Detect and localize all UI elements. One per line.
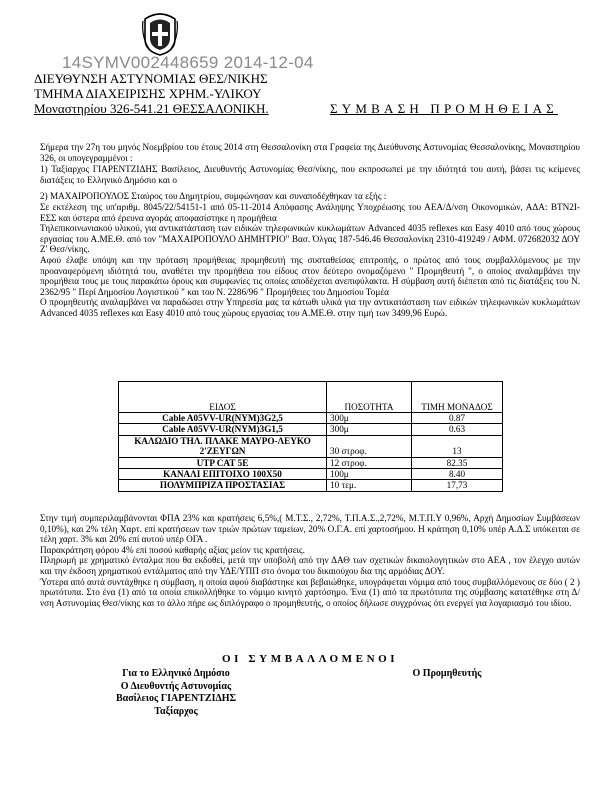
payment-paragraph: Πληρωμή με χρηματικό ένταλμα που θα εκδοθεί, μετά την υποβολή από την ΔΑΘ των σχετικών δικαιολογητικών στο ΑΕΑ , τον έλεγχο αυτών και την έκδοση χρηματικού εντάλματος από την ΥΔΕ/ΥΠΠ στο όνομα του δικαιούχου δια της αρμόδιας ΔΟΥ. [40, 555, 580, 576]
assignment-paragraph: Αφού έλαβε υπόψη και την πρόταση προμήθειας προμηθευτή της συσταθείσας επιτροπής, ο πρώτος από τους συμβαλλόμενους με την προαναφερόμενη ιδιότητά του, αναθέτει την προμήθεια του είδους στον δεύτερο ονομαζόμενο " Προμηθευτή ", ο οποίος αναλαμβάνει την προμήθεια τους με τους παρακάτω όρους και συμφωνίες τις οποίες αποδέχεται ανεπιφύλακτα. Η σύμβαση αυτή διέπεται από τις διατάξεις του Ν. 2362/95 " Περί Δημοσίου Λογιστικού " και του Ν. 2286/96 " Προμήθειες του Δημοσίου Τομέα [40, 254, 580, 297]
signatories-title: ΟΙ ΣΥΜΒΑΛΛΟΜΕΝΟΙ [222, 653, 399, 665]
intro-paragraph: Σήμερα την 27η του μηνός Νοεμβρίου του έτους 2014 στη Θεσσαλονίκη στα Γραφεία της Διεύθυνσης Αστυνομίας Θεσσαλονίκης, Μοναστηρίου 326, οι υπογεγραμμένοι : [40, 142, 580, 163]
item-price: 13 [412, 435, 503, 457]
party-two-paragraph: 2) ΜΑΧΑΙΡΟΠΟΥΛΟΣ Σταύρος του Δημητρίου, συμφώνησαν και συναποδέχθηκαν τα εξής : [40, 191, 387, 202]
header-address-text: Μοναστηρίου 326-541.21 ΘΕΣΣΑΛΟΝΙΚΗ. [34, 101, 269, 116]
withholding-paragraph: Παρακράτηση φόρου 4% επί ποσού καθαρής αξίας μείον τις κρατήσεις. [40, 544, 305, 555]
greek-emblem-icon [141, 11, 179, 56]
header-address [34, 101, 269, 116]
item-quantity: 300μ [327, 424, 412, 435]
header-quantity: ΠΟΣΟΤΗΤΑ [327, 382, 412, 413]
items-table [118, 381, 503, 492]
taxes-paragraph: Στην τιμή συμπεριλαμβάνονται ΦΠΑ 23% και κρατήσεις 6,5%,( Μ.Τ.Σ., 2,72%, Τ.Π.Α.Σ.,2,72%, Μ.Τ.Π.Υ 0,96%, Αρχή Δημοσίων Συμβάσεων 0,10%), και 2% τέλη Χαρτ. επί κρατήσεων των τριών πρώτων ταμείων, 20% Ο.Γ.Α. επί χαρτοσήμου. Η κράτηση 0,10% υπέρ Α.Δ.Σ υπόκειται σε τέλη χαρτ. 3% και 20% επί αυτού υπέρ ΟΓΑ . [40, 513, 580, 545]
header-item: ΕΙΔΟΣ [119, 382, 327, 413]
item-quantity: 100μ [327, 469, 412, 480]
table-row [119, 424, 503, 435]
table-header-row [119, 382, 503, 413]
signature-state-line2: Ο Διευθυντής Αστυνομίας [120, 680, 232, 692]
closing-paragraph: Ύστερα από αυτά συντάχθηκε η σύμβαση, η οποία αφού διαβάστηκε και βεβαιώθηκε, υπογράφεται νόμιμα από τους συμβαλλόμενους σε δύο ( 2 ) πρωτότυπα. Στο ένα (1) από τα οποία επικολλήθηκε το νόμιμο κινητό χαρτόσημο. Ένα (1) από τα πρωτότυπα της σύμβασης κατατέθηκε στη Δ/νση Αστυνομίας Θεσ/νίκης και το άλλο πήρε ως διπλόγραφο ο προμηθευτής, ο οποίος δήλωσε συγχρόνως ότι ενεργεί για λογαριασμό του ιδίου. [40, 576, 580, 608]
item-quantity: 10 τεμ. [327, 480, 412, 491]
signature-supplier-line1: Ο Προμηθευτής [412, 668, 482, 679]
delivery-paragraph: Ο προμηθευτής αναλαμβάνει να παραδώσει στην Υπηρεσία μας τα κάτωθι υλικά για την αντικατάσταση των ειδικών τηλεφωνικών κυκλωμάτων Advanced 4035 reflexes και Easy 4010 από τους χώρους εργασίας του Α.ΜΕ.Θ. στην τιμή των 3499,96 Ευρώ. [40, 297, 580, 318]
item-quantity: 12 στροφ. [327, 457, 412, 468]
item-quantity: 30 στροφ. [327, 435, 412, 457]
table-row [119, 469, 503, 480]
protocol-watermark: 14SYMV002448659 2014-12-04 [62, 53, 314, 72]
item-name: ΚΑΝΑΛΙ ΕΠΙΤΟΙΧΟ 100Χ50 [119, 469, 327, 480]
table-row [119, 457, 503, 468]
item-price: 8.40 [412, 469, 503, 480]
item-price: 82.35 [412, 457, 503, 468]
signature-state-line1: Για το Ελληνικό Δημόσιο [122, 668, 230, 679]
item-name: ΚΑΛΩΔΙΟ ΤΗΛ. ΠΛΑΚΕ ΜΑΥΡΟ-ΛΕΥΚΟ 2'ΖΕΥΓΩΝ [119, 435, 327, 457]
table-row [119, 435, 503, 457]
signature-state-line3: Βασίλειος ΓΙΑΡΕΝΤΖΙΔΗΣ [115, 693, 237, 704]
table-row [119, 413, 503, 424]
document-title: ΣΥΜΒΑΣΗ ΠΡΟΜΗΘΕΙΑΣ [330, 101, 558, 116]
supplier-paragraph: Τηλεπικοινωνιακού υλικού, για αντικατάσταση των ειδικών τηλεφωνικών κυκλωμάτων Advanced 4035 reflexes και Easy 4010 από τους χώρους εργασίας του Α.ΜΕ.Θ. από τον "ΜΑΧΑΙΡΟΠΟΥΛΟ ΔΗΜΗΤΡΙΟ" Βασ. Όλγας 187-546.46 Θεσσαλονίκη 2310-419249 / ΑΦΜ. 072682032 ΔΟΥ Ζ' Θεσ/νίκης. [40, 223, 580, 255]
party-one-paragraph: 1) Ταξίαρχος ΓΙΑΡΕΝΤΖΙΔΗΣ Βασίλειος, Διευθυντής Αστυνομίας Θεσ/νίκης, που εκπροσωπεί με την ιδιότητά του αυτή, βάσει τις κείμενες διατάξεις το Ελληνικό Δημόσιο και ο [40, 164, 580, 185]
item-name: UTP CAT 5E [119, 457, 327, 468]
signature-block-supplier [392, 668, 502, 681]
item-name: ΠΟΛΥΜΠΡΙΖΑ ΠΡΟΣΤΑΣΙΑΣ [119, 480, 327, 491]
item-quantity: 300μ [327, 413, 412, 424]
header-directorate: ΔΙΕΥΘΥΝΣΗ ΑΣΤΥΝΟΜΙΑΣ ΘΕΣ/ΝΙΚΗΣ [34, 71, 268, 86]
contract-body-part2 [40, 513, 580, 608]
item-price: 0.87 [412, 413, 503, 424]
item-name: Cable A05VV-UR(NYM)3G2,5 [119, 413, 327, 424]
contract-body-part1 [40, 142, 580, 319]
signature-state-line4: Ταξίαρχος [154, 705, 198, 717]
item-price: 17,73 [412, 480, 503, 491]
signature-block-state [96, 668, 256, 718]
item-name: Cable A05VV-UR(NYM)3G1,5 [119, 424, 327, 435]
item-price: 0.63 [412, 424, 503, 435]
table-row [119, 480, 503, 491]
decision-paragraph: Σε εκτέλεση της υπ'αριθμ. 8045/22/54151-1 από 05-11-2014 Απόφασης Ανάληψης Υποχρέωσης του ΑΕΑ/Δ/νση Οικονομικών, ΑΔΑ: ΒΤΝ2Ι-ΕΣΣ και ύστερα από έρευνα αγοράς αποφασίστηκε η προμήθεια [40, 201, 580, 223]
header-unit-price: ΤΙΜΗ ΜΟΝΑΔΟΣ [412, 382, 503, 413]
header-department: ΤΜΗΜΑ ΔΙΑΧΕΙΡΙΣΗΣ ΧΡΗΜ.-ΥΛΙΚΟΥ [34, 86, 262, 101]
